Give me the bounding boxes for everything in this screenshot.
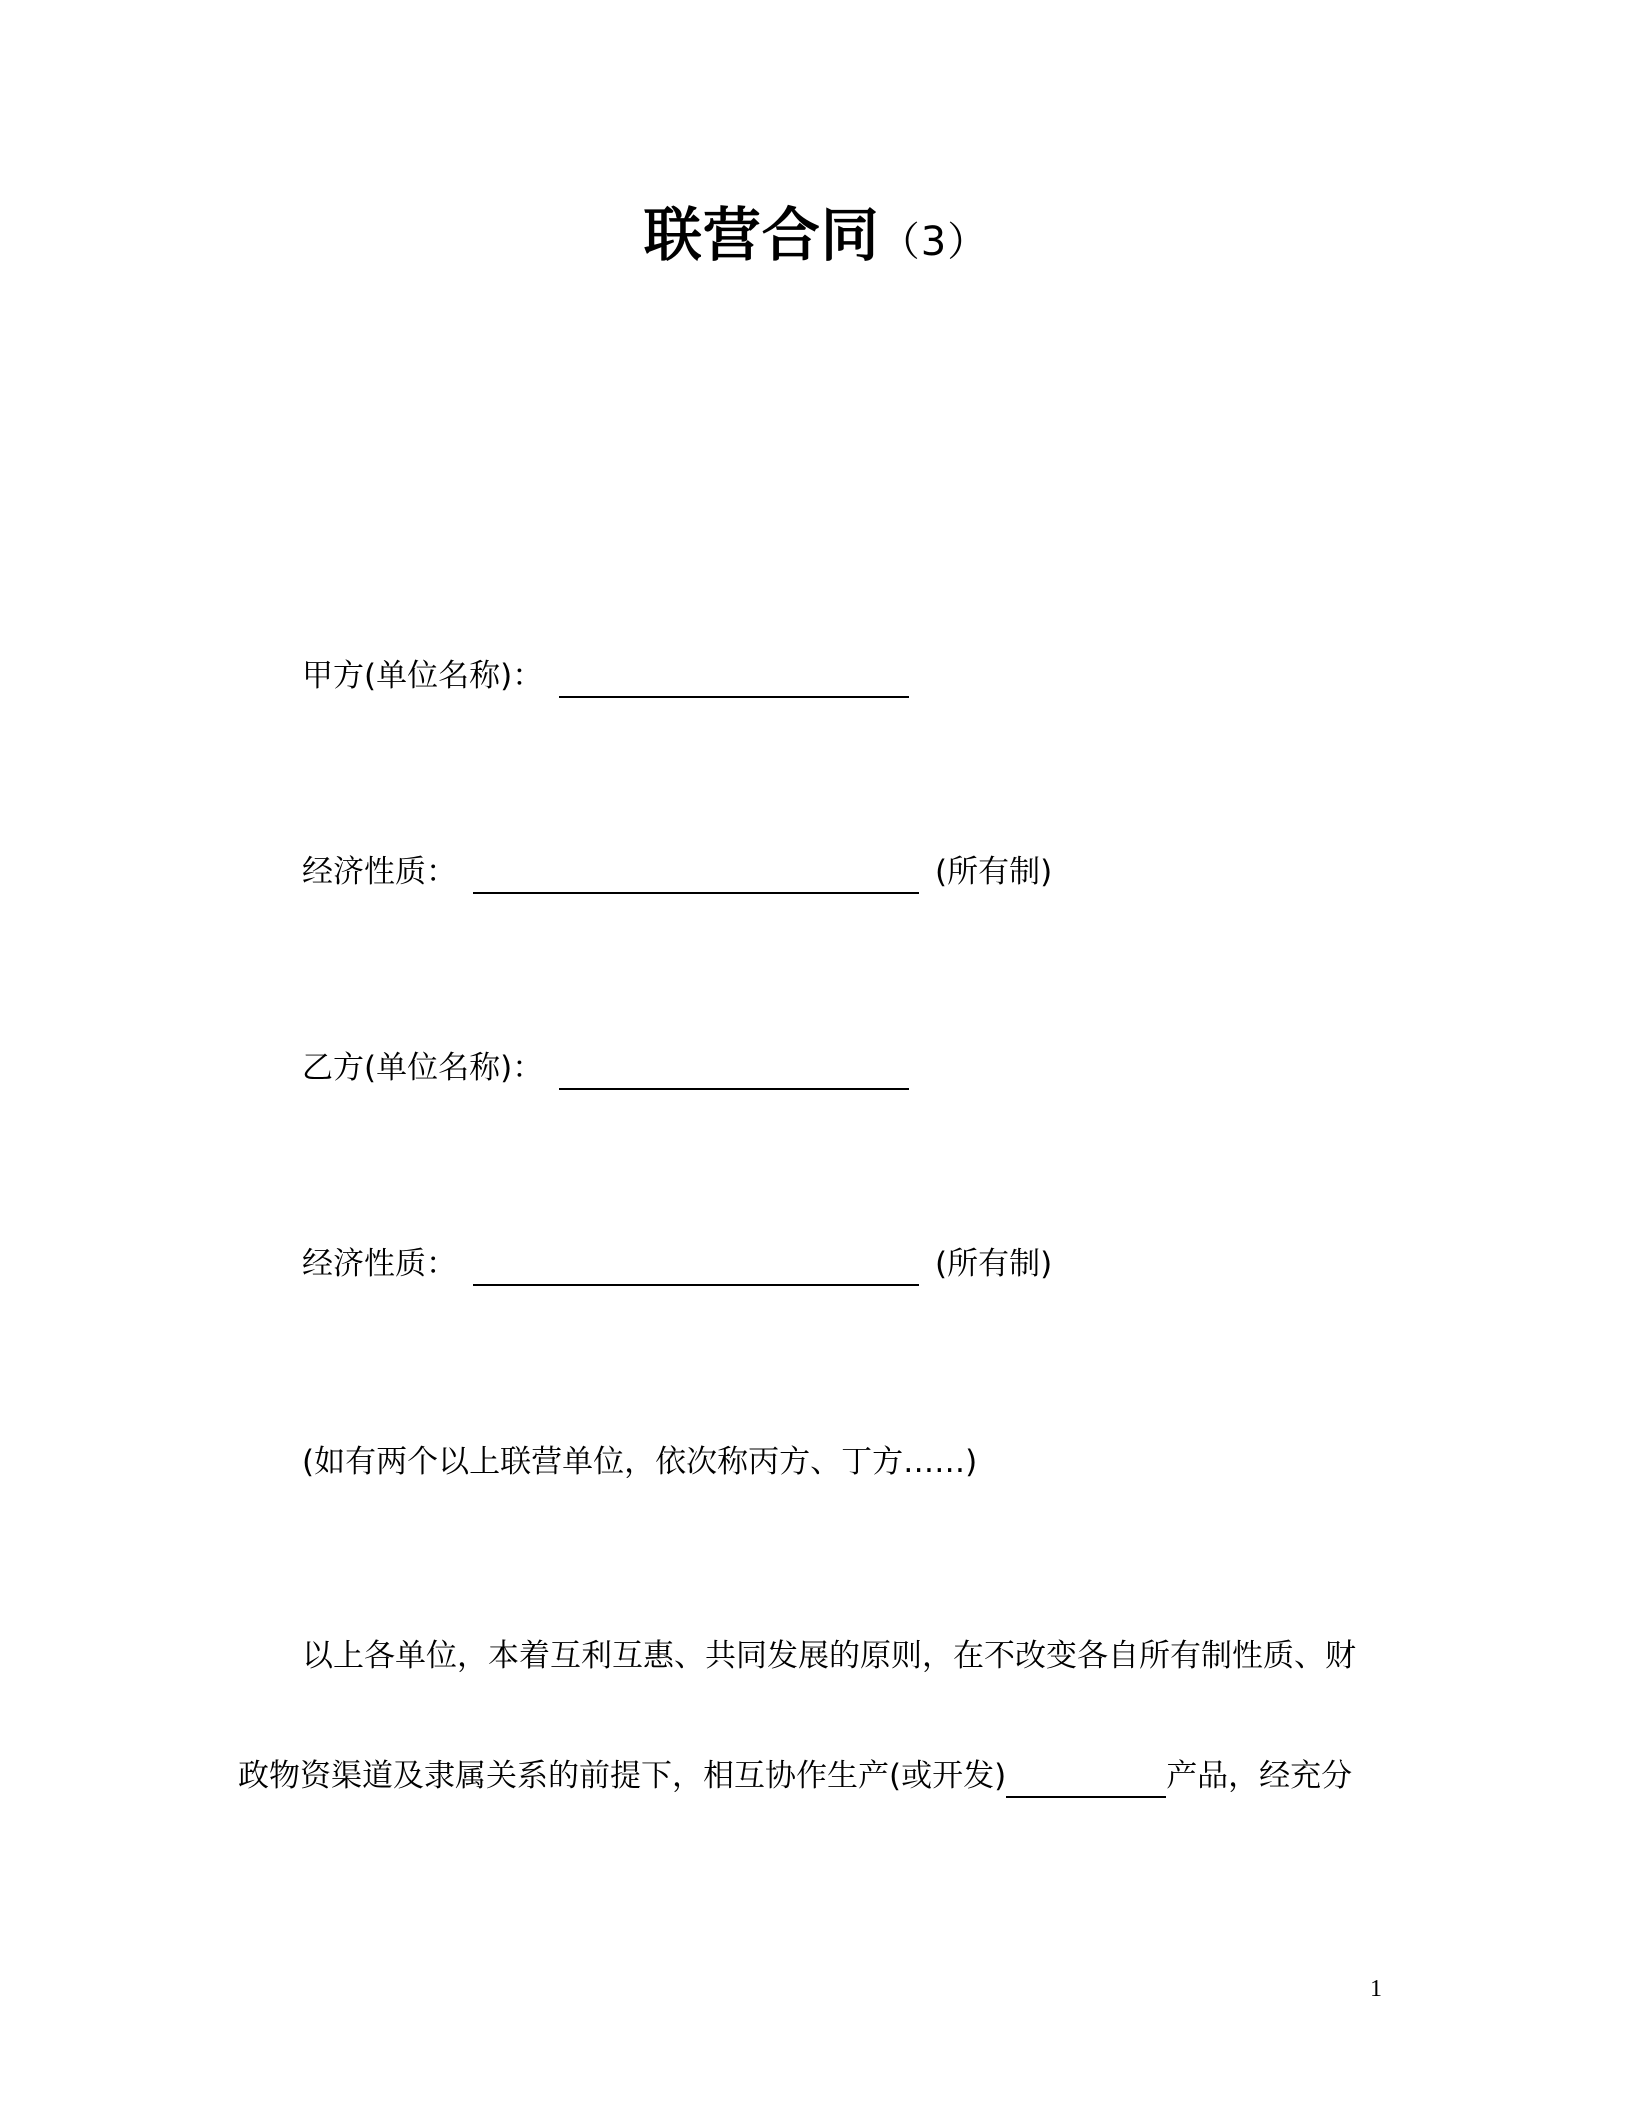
additional-parties-note (302, 1440, 977, 1484)
ownership-suffix-2: (所有制) (935, 1246, 1053, 1282)
party-a-nature-line (302, 850, 1052, 894)
document-title (0, 198, 1632, 279)
party-a-nature-blank[interactable] (473, 856, 919, 894)
paragraph-line-1-text: 以上各单位，本着互利互惠、共同发展的原则，在不改变各自所有制性质、财 (302, 1638, 1356, 1674)
title-suffix: （3） (879, 219, 989, 265)
party-b-nature-line (302, 1242, 1052, 1286)
party-a-name-blank[interactable] (559, 660, 909, 698)
party-b-label: 乙方(单位名称)： (302, 1050, 544, 1086)
title-text: 联营合同 (643, 201, 880, 269)
paragraph-line-1 (302, 1634, 1356, 1678)
paragraph-line-2-before: 政物资渠道及隶属关系的前提下，相互协作生产(或开发) (238, 1758, 1007, 1794)
party-a-line (302, 654, 909, 698)
page-number: 1 (1370, 1976, 1382, 2002)
note-text: (如有两个以上联营单位，依次称丙方、丁方……) (302, 1444, 978, 1480)
product-blank[interactable] (1006, 1760, 1166, 1798)
party-b-nature-blank[interactable] (473, 1248, 919, 1286)
paragraph-line-2-after: 产品，经充分 (1166, 1758, 1353, 1794)
party-b-line (302, 1046, 909, 1090)
party-b-name-blank[interactable] (559, 1052, 909, 1090)
nature-label-1: 经济性质： (302, 854, 457, 890)
paragraph-line-2 (238, 1754, 1352, 1798)
nature-label-2: 经济性质： (302, 1246, 457, 1282)
party-a-label: 甲方(单位名称)： (302, 658, 544, 694)
ownership-suffix-1: (所有制) (935, 854, 1053, 890)
